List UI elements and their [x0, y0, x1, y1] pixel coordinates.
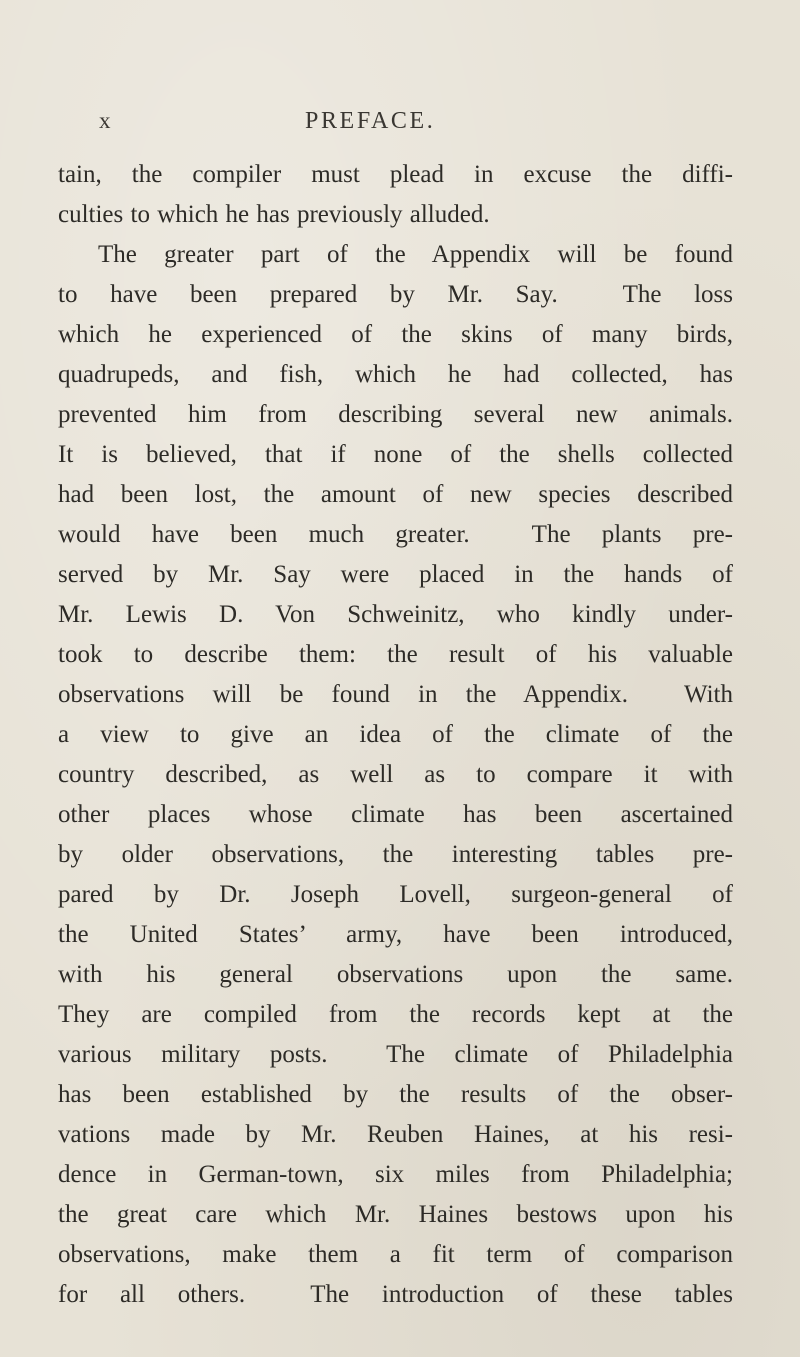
- text-line: country described, as well as to compare it with: [58, 761, 733, 788]
- text-line: the great care which Mr. Haines bestows upon his: [58, 1201, 733, 1228]
- text-line: observations, make them a fit term of comparison: [58, 1241, 733, 1268]
- text-line: Mr. Lewis D. Von Schweinitz, who kindly under-: [58, 601, 733, 628]
- text-line: various military posts. The climate of Philadelphia: [58, 1041, 733, 1068]
- text-line: prevented him from describing several new animals.: [58, 401, 733, 428]
- text-line: It is believed, that if none of the shells collected: [58, 441, 733, 468]
- text-line: vations made by Mr. Reuben Haines, at his resi-: [58, 1121, 733, 1148]
- text-line: other places whose climate has been ascertained: [58, 801, 733, 828]
- text-line: culties to which he has previously alluded.: [58, 201, 490, 228]
- text-line: tain, the compiler must plead in excuse the diffi-: [58, 161, 733, 188]
- text-line: They are compiled from the records kept at the: [58, 1001, 733, 1028]
- text-line: observations will be found in the Appendix. With: [58, 681, 733, 708]
- text-line: had been lost, the amount of new species described: [58, 481, 733, 508]
- running-head: [0, 108, 800, 148]
- text-line: quadrupeds, and fish, which he had collected, has: [58, 361, 733, 388]
- text-line: which he experienced of the skins of many birds,: [58, 321, 733, 348]
- text-line: to have been prepared by Mr. Say. The loss: [58, 281, 733, 308]
- text-line: has been established by the results of the obser-: [58, 1081, 733, 1108]
- text-line: took to describe them: the result of his valuable: [58, 641, 733, 668]
- page-number: x: [99, 108, 112, 133]
- text-line: would have been much greater. The plants pre-: [58, 521, 733, 548]
- text-line: by older observations, the interesting tables pre-: [58, 841, 733, 868]
- text-line: for all others. The introduction of these tables: [58, 1281, 733, 1308]
- text-line: pared by Dr. Joseph Lovell, surgeon-general of: [58, 881, 733, 908]
- text-line: dence in German-town, six miles from Philadelphia;: [58, 1161, 733, 1188]
- header-title: PREFACE.: [305, 108, 436, 134]
- text-line: The greater part of the Appendix will be found: [98, 241, 733, 268]
- text-line: served by Mr. Say were placed in the hands of: [58, 561, 733, 588]
- text-line: the United States’ army, have been introduced,: [58, 921, 733, 948]
- text-line: with his general observations upon the same.: [58, 961, 733, 988]
- text-line: a view to give an idea of the climate of the: [58, 721, 733, 748]
